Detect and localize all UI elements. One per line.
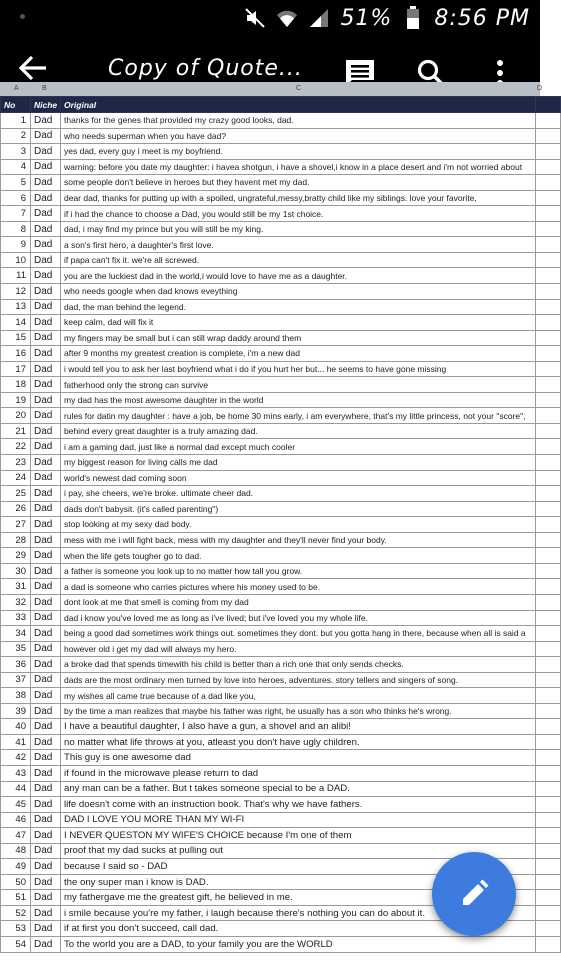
clock: 8:56 PM bbox=[434, 5, 530, 31]
cell-niche[interactable]: Dad bbox=[31, 299, 61, 315]
cell-niche[interactable]: Dad bbox=[31, 719, 61, 735]
cell-extra[interactable] bbox=[536, 563, 561, 579]
cell-no[interactable]: 10 bbox=[1, 252, 31, 268]
cell-niche[interactable]: Dad bbox=[31, 486, 61, 502]
cell-no[interactable]: 12 bbox=[1, 284, 31, 300]
cell-no[interactable]: 45 bbox=[1, 797, 31, 813]
cell-no[interactable]: 20 bbox=[1, 408, 31, 424]
cell-extra[interactable] bbox=[536, 781, 561, 797]
cell-extra[interactable] bbox=[536, 299, 561, 315]
cell-niche[interactable]: Dad bbox=[31, 610, 61, 626]
cell-no[interactable]: 34 bbox=[1, 626, 31, 642]
table-row[interactable] bbox=[1, 517, 561, 533]
table-row[interactable] bbox=[1, 237, 561, 253]
cell-original[interactable]: dont look at me that smell is coming from my dad bbox=[61, 594, 536, 610]
cell-original[interactable]: some people don't believe in heroes but they havent met my dad. bbox=[61, 175, 536, 191]
cell-no[interactable]: 11 bbox=[1, 268, 31, 284]
cell-no[interactable]: 49 bbox=[1, 859, 31, 875]
cell-extra[interactable] bbox=[536, 532, 561, 548]
cell-extra[interactable] bbox=[536, 890, 561, 906]
cell-no[interactable]: 21 bbox=[1, 423, 31, 439]
cell-no[interactable]: 54 bbox=[1, 936, 31, 952]
cell-niche[interactable]: Dad bbox=[31, 144, 61, 160]
header-original[interactable]: Original bbox=[61, 97, 536, 113]
cell-niche[interactable]: Dad bbox=[31, 750, 61, 766]
cell-extra[interactable] bbox=[536, 750, 561, 766]
table-row[interactable] bbox=[1, 206, 561, 222]
cell-no[interactable]: 44 bbox=[1, 781, 31, 797]
table-row[interactable] bbox=[1, 688, 561, 704]
cell-extra[interactable] bbox=[536, 206, 561, 222]
cell-extra[interactable] bbox=[536, 594, 561, 610]
cell-original[interactable]: I have a beautiful daughter, I also have a gun, a shovel and an alibi! bbox=[61, 719, 536, 735]
table-row[interactable] bbox=[1, 781, 561, 797]
cell-niche[interactable]: Dad bbox=[31, 159, 61, 175]
cell-original[interactable]: a broke dad that spends timewith his child is better than a rich one that only sends checks. bbox=[61, 657, 536, 673]
cell-niche[interactable]: Dad bbox=[31, 859, 61, 875]
cell-original[interactable]: keep calm, dad will fix it bbox=[61, 315, 536, 331]
cell-extra[interactable] bbox=[536, 221, 561, 237]
edit-pencil-icon bbox=[458, 878, 490, 910]
cell-extra[interactable] bbox=[536, 175, 561, 191]
table-row[interactable] bbox=[1, 501, 561, 517]
cell-no[interactable]: 37 bbox=[1, 672, 31, 688]
cell-no[interactable]: 31 bbox=[1, 579, 31, 595]
cell-original[interactable]: This guy is one awesome dad bbox=[61, 750, 536, 766]
cell-extra[interactable] bbox=[536, 936, 561, 952]
table-row[interactable] bbox=[1, 548, 561, 564]
cell-extra[interactable] bbox=[536, 517, 561, 533]
cell-extra[interactable] bbox=[536, 439, 561, 455]
cell-niche[interactable]: Dad bbox=[31, 936, 61, 952]
cell-niche[interactable]: Dad bbox=[31, 843, 61, 859]
cell-original[interactable]: my biggest reason for living calls me dad bbox=[61, 455, 536, 471]
cell-extra[interactable] bbox=[536, 672, 561, 688]
cell-no[interactable]: 33 bbox=[1, 610, 31, 626]
cell-niche[interactable]: Dad bbox=[31, 812, 61, 828]
header-niche[interactable]: Niche bbox=[31, 97, 61, 113]
table-row[interactable] bbox=[1, 361, 561, 377]
cell-extra[interactable] bbox=[536, 346, 561, 362]
table-row[interactable] bbox=[1, 626, 561, 642]
table-row[interactable] bbox=[1, 113, 561, 129]
table-row[interactable] bbox=[1, 734, 561, 750]
cell-niche[interactable]: Dad bbox=[31, 501, 61, 517]
cell-niche[interactable]: Dad bbox=[31, 672, 61, 688]
table-row[interactable] bbox=[1, 128, 561, 144]
cell-original[interactable]: a dad is someone who carries pictures where his money used to be. bbox=[61, 579, 536, 595]
cell-no[interactable]: 4 bbox=[1, 159, 31, 175]
cell-original[interactable]: you are the luckiest dad in the world,i would love to have me as a daughter. bbox=[61, 268, 536, 284]
cell-niche[interactable]: Dad bbox=[31, 905, 61, 921]
cell-no[interactable]: 47 bbox=[1, 828, 31, 844]
cell-niche[interactable]: Dad bbox=[31, 128, 61, 144]
cell-original[interactable]: proof that my dad sucks at pulling out bbox=[61, 843, 536, 859]
cell-niche[interactable]: Dad bbox=[31, 221, 61, 237]
table-row[interactable] bbox=[1, 750, 561, 766]
table-row[interactable] bbox=[1, 221, 561, 237]
cell-no[interactable]: 38 bbox=[1, 688, 31, 704]
table-row[interactable] bbox=[1, 439, 561, 455]
table-row[interactable] bbox=[1, 159, 561, 175]
cell-original[interactable]: i am a gaming dad, just like a normal dad except much cooler bbox=[61, 439, 536, 455]
cell-niche[interactable]: Dad bbox=[31, 921, 61, 937]
table-row[interactable] bbox=[1, 144, 561, 160]
cell-extra[interactable] bbox=[536, 252, 561, 268]
table-row[interactable] bbox=[1, 377, 561, 393]
cell-extra[interactable] bbox=[536, 765, 561, 781]
table-row[interactable] bbox=[1, 455, 561, 471]
cell-niche[interactable]: Dad bbox=[31, 408, 61, 424]
cell-niche[interactable]: Dad bbox=[31, 688, 61, 704]
column-letter[interactable]: A bbox=[14, 85, 19, 92]
cell-niche[interactable]: Dad bbox=[31, 703, 61, 719]
cell-niche[interactable]: Dad bbox=[31, 734, 61, 750]
cell-original[interactable]: if i had the chance to choose a Dad, you would still be my 1st choice. bbox=[61, 206, 536, 222]
cell-no[interactable]: 46 bbox=[1, 812, 31, 828]
back-arrow-icon bbox=[18, 54, 48, 82]
cell-extra[interactable] bbox=[536, 159, 561, 175]
cell-original[interactable]: dad i know you've loved me as long as i've lived; but i've loved you my whole life. bbox=[61, 610, 536, 626]
cell-niche[interactable]: Dad bbox=[31, 455, 61, 471]
status-bar bbox=[0, 0, 540, 36]
table-row[interactable] bbox=[1, 765, 561, 781]
cell-no[interactable]: 7 bbox=[1, 206, 31, 222]
cell-extra[interactable] bbox=[536, 874, 561, 890]
cell-no[interactable]: 32 bbox=[1, 594, 31, 610]
cell-original[interactable]: no matter what life throws at you, atleast you don't have ugly children. bbox=[61, 734, 536, 750]
cell-niche[interactable]: Dad bbox=[31, 392, 61, 408]
cell-extra[interactable] bbox=[536, 423, 561, 439]
cell-niche[interactable]: Dad bbox=[31, 626, 61, 642]
cell-no[interactable]: 16 bbox=[1, 346, 31, 362]
battery-percentage: 51% bbox=[340, 5, 393, 31]
cell-extra[interactable] bbox=[536, 377, 561, 393]
header-no[interactable]: No bbox=[1, 97, 31, 113]
cell-extra[interactable] bbox=[536, 315, 561, 331]
cell-niche[interactable]: Dad bbox=[31, 797, 61, 813]
cell-no[interactable]: 18 bbox=[1, 377, 31, 393]
table-row[interactable] bbox=[1, 284, 561, 300]
cell-original[interactable]: i pay, she cheers, we're broke. ultimate cheer dad. bbox=[61, 486, 536, 502]
cell-niche[interactable]: Dad bbox=[31, 252, 61, 268]
cell-niche[interactable]: Dad bbox=[31, 237, 61, 253]
cell-original[interactable]: i would tell you to ask her last boyfriend what i do if you hurt her but... he seems to have gone missing bbox=[61, 361, 536, 377]
cell-original[interactable]: any man can be a father. But t takes someone special to be a DAD. bbox=[61, 781, 536, 797]
cell-original[interactable]: because I said so - DAD bbox=[61, 859, 536, 875]
cell-original[interactable]: my dad has the most awesome daughter in the world bbox=[61, 392, 536, 408]
cell-extra[interactable] bbox=[536, 797, 561, 813]
cell-original[interactable]: i smile because you're my father, i laugh because there's nothing you can do about it. bbox=[61, 905, 536, 921]
cell-extra[interactable] bbox=[536, 470, 561, 486]
column-letters-row bbox=[0, 82, 543, 96]
table-row[interactable] bbox=[1, 268, 561, 284]
cell-niche[interactable]: Dad bbox=[31, 641, 61, 657]
table-row[interactable] bbox=[1, 812, 561, 828]
cell-no[interactable]: 27 bbox=[1, 517, 31, 533]
cell-extra[interactable] bbox=[536, 330, 561, 346]
cell-no[interactable]: 6 bbox=[1, 190, 31, 206]
table-row[interactable] bbox=[1, 175, 561, 191]
cell-original[interactable]: dad, i may find my prince but you will still be my king. bbox=[61, 221, 536, 237]
cell-extra[interactable] bbox=[536, 268, 561, 284]
cell-original[interactable]: dad, the man behind the legend. bbox=[61, 299, 536, 315]
cell-extra[interactable] bbox=[536, 719, 561, 735]
cell-no[interactable]: 42 bbox=[1, 750, 31, 766]
cell-extra[interactable] bbox=[536, 843, 561, 859]
cell-original[interactable]: world's newest dad coming soon bbox=[61, 470, 536, 486]
table-row[interactable] bbox=[1, 797, 561, 813]
cell-extra[interactable] bbox=[536, 626, 561, 642]
cell-extra[interactable] bbox=[536, 579, 561, 595]
cell-niche[interactable]: Dad bbox=[31, 315, 61, 331]
back-button[interactable] bbox=[18, 54, 54, 84]
table-row[interactable] bbox=[1, 594, 561, 610]
table-row[interactable] bbox=[1, 486, 561, 502]
table-row[interactable] bbox=[1, 703, 561, 719]
table-row[interactable] bbox=[1, 579, 561, 595]
cell-no[interactable]: 8 bbox=[1, 221, 31, 237]
cell-no[interactable]: 13 bbox=[1, 299, 31, 315]
cell-no[interactable]: 53 bbox=[1, 921, 31, 937]
cell-original[interactable]: life doesn't come with an instruction book. That's why we have fathers. bbox=[61, 797, 536, 813]
table-row[interactable] bbox=[1, 641, 561, 657]
cell-no[interactable]: 35 bbox=[1, 641, 31, 657]
cell-extra[interactable] bbox=[536, 703, 561, 719]
cell-no[interactable]: 40 bbox=[1, 719, 31, 735]
cell-no[interactable]: 2 bbox=[1, 128, 31, 144]
table-row[interactable] bbox=[1, 346, 561, 362]
cell-no[interactable]: 15 bbox=[1, 330, 31, 346]
cell-no[interactable]: 25 bbox=[1, 486, 31, 502]
cell-original[interactable]: dear dad, thanks for putting up with a spoiled, ungrateful,messy,bratty child like my siblings. love your favorite, bbox=[61, 190, 536, 206]
table-row[interactable] bbox=[1, 392, 561, 408]
cell-no[interactable]: 17 bbox=[1, 361, 31, 377]
cell-niche[interactable]: Dad bbox=[31, 781, 61, 797]
cell-original[interactable]: dads don't babysit. (it's called parenting") bbox=[61, 501, 536, 517]
cell-extra[interactable] bbox=[536, 610, 561, 626]
cell-extra[interactable] bbox=[536, 113, 561, 129]
cell-no[interactable]: 24 bbox=[1, 470, 31, 486]
table-row[interactable] bbox=[1, 299, 561, 315]
edit-fab-button[interactable] bbox=[432, 852, 516, 936]
cell-original[interactable]: when the life gets tougher go to dad. bbox=[61, 548, 536, 564]
cell-original[interactable]: thanks for the genes that provided my crazy good looks, dad. bbox=[61, 113, 536, 129]
cell-no[interactable]: 41 bbox=[1, 734, 31, 750]
cell-original[interactable]: DAD I LOVE YOU MORE THAN MY WI-FI bbox=[61, 812, 536, 828]
cell-niche[interactable]: Dad bbox=[31, 439, 61, 455]
column-letter[interactable]: D bbox=[537, 85, 543, 92]
spreadsheet-grid[interactable] bbox=[0, 96, 540, 960]
cell-niche[interactable]: Dad bbox=[31, 874, 61, 890]
cell-niche[interactable]: Dad bbox=[31, 890, 61, 906]
cell-no[interactable]: 22 bbox=[1, 439, 31, 455]
cell-original[interactable]: my fingers may be small but i can still wrap daddy around them bbox=[61, 330, 536, 346]
cell-niche[interactable]: Dad bbox=[31, 377, 61, 393]
cell-original[interactable]: a son's first hero, a daughter's first love. bbox=[61, 237, 536, 253]
cell-niche[interactable]: Dad bbox=[31, 657, 61, 673]
cell-original[interactable]: stop looking at my sexy dad body. bbox=[61, 517, 536, 533]
cell-extra[interactable] bbox=[536, 688, 561, 704]
cell-original[interactable]: if found in the microwave please return to dad bbox=[61, 765, 536, 781]
cell-extra[interactable] bbox=[536, 859, 561, 875]
document-title[interactable]: Copy of Quote... bbox=[108, 56, 303, 81]
cell-niche[interactable]: Dad bbox=[31, 579, 61, 595]
table-row[interactable] bbox=[1, 672, 561, 688]
cell-extra[interactable] bbox=[536, 734, 561, 750]
cell-extra[interactable] bbox=[536, 455, 561, 471]
cell-no[interactable]: 52 bbox=[1, 905, 31, 921]
cell-extra[interactable] bbox=[536, 905, 561, 921]
cell-extra[interactable] bbox=[536, 657, 561, 673]
cell-no[interactable]: 3 bbox=[1, 144, 31, 160]
cell-niche[interactable]: Dad bbox=[31, 190, 61, 206]
cell-original[interactable]: a father is someone you look up to no matter how tall you grow. bbox=[61, 563, 536, 579]
cell-niche[interactable]: Dad bbox=[31, 175, 61, 191]
cell-no[interactable]: 26 bbox=[1, 501, 31, 517]
cell-original[interactable]: being a good dad sometimes work things out. sometimes they dont. but you gotta hang in there, because when all is said a bbox=[61, 626, 536, 642]
cell-extra[interactable] bbox=[536, 408, 561, 424]
cell-original[interactable]: after 9 months my greatest creation is complete, i'm a new dad bbox=[61, 346, 536, 362]
table-row[interactable] bbox=[1, 190, 561, 206]
cell-extra[interactable] bbox=[536, 392, 561, 408]
cell-extra[interactable] bbox=[536, 921, 561, 937]
cell-niche[interactable]: Dad bbox=[31, 206, 61, 222]
table-row[interactable] bbox=[1, 532, 561, 548]
cell-original[interactable]: yes dad, every guy i meet is my boyfriend. bbox=[61, 144, 536, 160]
cell-extra[interactable] bbox=[536, 641, 561, 657]
table-row[interactable] bbox=[1, 563, 561, 579]
cell-extra[interactable] bbox=[536, 361, 561, 377]
notification-dot bbox=[20, 14, 25, 19]
table-row[interactable] bbox=[1, 330, 561, 346]
table-row[interactable] bbox=[1, 315, 561, 331]
cell-extra[interactable] bbox=[536, 237, 561, 253]
cell-niche[interactable]: Dad bbox=[31, 594, 61, 610]
header-extra[interactable] bbox=[536, 97, 561, 113]
cell-niche[interactable]: Dad bbox=[31, 284, 61, 300]
cell-niche[interactable]: Dad bbox=[31, 423, 61, 439]
table-row[interactable] bbox=[1, 423, 561, 439]
cell-original[interactable]: if papa can't fix it. we're all screwed. bbox=[61, 252, 536, 268]
cell-niche[interactable]: Dad bbox=[31, 517, 61, 533]
cell-no[interactable]: 5 bbox=[1, 175, 31, 191]
cell-niche[interactable]: Dad bbox=[31, 113, 61, 129]
cell-original[interactable]: who needs superman when you have dad? bbox=[61, 128, 536, 144]
cell-niche[interactable]: Dad bbox=[31, 268, 61, 284]
cell-extra[interactable] bbox=[536, 548, 561, 564]
cell-original[interactable]: mess with me i will fight back, mess with my daughter and they'll never find your body. bbox=[61, 532, 536, 548]
cell-extra[interactable] bbox=[536, 128, 561, 144]
cell-original[interactable]: fatherhood only the strong can survive bbox=[61, 377, 536, 393]
column-letter[interactable]: B bbox=[42, 85, 47, 92]
cell-no[interactable]: 9 bbox=[1, 237, 31, 253]
cell-extra[interactable] bbox=[536, 284, 561, 300]
cell-extra[interactable] bbox=[536, 812, 561, 828]
cell-original[interactable]: who needs google when dad knows eveything bbox=[61, 284, 536, 300]
table-row[interactable] bbox=[1, 719, 561, 735]
cell-original[interactable]: my wishes all came true because of a dad like you, bbox=[61, 688, 536, 704]
signal-icon bbox=[308, 7, 330, 29]
cell-no[interactable]: 29 bbox=[1, 548, 31, 564]
header-row bbox=[1, 97, 561, 113]
table-row[interactable] bbox=[1, 470, 561, 486]
cell-original[interactable]: dads are the most ordinary men turned by love into heroes, adventures. story tellers and singers of song. bbox=[61, 672, 536, 688]
cell-niche[interactable]: Dad bbox=[31, 828, 61, 844]
column-letter[interactable]: C bbox=[296, 85, 302, 92]
cell-extra[interactable] bbox=[536, 828, 561, 844]
cell-no[interactable]: 36 bbox=[1, 657, 31, 673]
cell-no[interactable]: 14 bbox=[1, 315, 31, 331]
cell-no[interactable]: 43 bbox=[1, 765, 31, 781]
cell-niche[interactable]: Dad bbox=[31, 563, 61, 579]
battery-icon bbox=[402, 7, 424, 29]
cell-no[interactable]: 1 bbox=[1, 113, 31, 129]
wifi-icon bbox=[276, 7, 298, 29]
cell-no[interactable]: 30 bbox=[1, 563, 31, 579]
cell-no[interactable]: 48 bbox=[1, 843, 31, 859]
cell-extra[interactable] bbox=[536, 190, 561, 206]
cell-no[interactable]: 51 bbox=[1, 890, 31, 906]
cell-original[interactable]: my fathergave me the greatest gift, he believed in me. bbox=[61, 890, 536, 906]
cell-extra[interactable] bbox=[536, 501, 561, 517]
table-row[interactable] bbox=[1, 408, 561, 424]
cell-no[interactable]: 39 bbox=[1, 703, 31, 719]
table-row[interactable] bbox=[1, 610, 561, 626]
cell-niche[interactable]: Dad bbox=[31, 532, 61, 548]
cell-no[interactable]: 19 bbox=[1, 392, 31, 408]
cell-original[interactable]: the ony super man i know is DAD. bbox=[61, 874, 536, 890]
cell-niche[interactable]: Dad bbox=[31, 548, 61, 564]
mute-icon bbox=[244, 7, 266, 29]
cell-extra[interactable] bbox=[536, 486, 561, 502]
cell-original[interactable]: warning: before you date my daughter: i havea shotgun, i have a shovel,i know in a place desert and i'm not worried about bbox=[61, 159, 536, 175]
table-row[interactable] bbox=[1, 657, 561, 673]
cell-niche[interactable]: Dad bbox=[31, 470, 61, 486]
cell-niche[interactable]: Dad bbox=[31, 330, 61, 346]
cell-no[interactable]: 28 bbox=[1, 532, 31, 548]
cell-no[interactable]: 23 bbox=[1, 455, 31, 471]
cell-niche[interactable]: Dad bbox=[31, 765, 61, 781]
cell-original[interactable]: To the world you are a DAD, to your family you are the WORLD bbox=[61, 936, 536, 952]
table-row[interactable] bbox=[1, 936, 561, 952]
cell-original[interactable]: rules for datin my daughter : have a job, be home 30 mins early, i am everywhere, that's my little princess, not your "score", bbox=[61, 408, 536, 424]
cell-extra[interactable] bbox=[536, 144, 561, 160]
cell-original[interactable]: I NEVER QUESTON MY WIFE'S CHOICE because I'm one of them bbox=[61, 828, 536, 844]
cell-niche[interactable]: Dad bbox=[31, 346, 61, 362]
cell-niche[interactable]: Dad bbox=[31, 361, 61, 377]
table-row[interactable] bbox=[1, 828, 561, 844]
quotes-table bbox=[0, 96, 561, 953]
cell-original[interactable]: if at first you don't succeed, call dad. bbox=[61, 921, 536, 937]
cell-original[interactable]: however old i get my dad will always my hero. bbox=[61, 641, 536, 657]
cell-original[interactable]: by the time a man realizes that maybe his father was right, he usually has a son who thinks he's wrong. bbox=[61, 703, 536, 719]
cell-no[interactable]: 50 bbox=[1, 874, 31, 890]
table-row[interactable] bbox=[1, 252, 561, 268]
cell-original[interactable]: behind every great daughter is a truly amazing dad. bbox=[61, 423, 536, 439]
